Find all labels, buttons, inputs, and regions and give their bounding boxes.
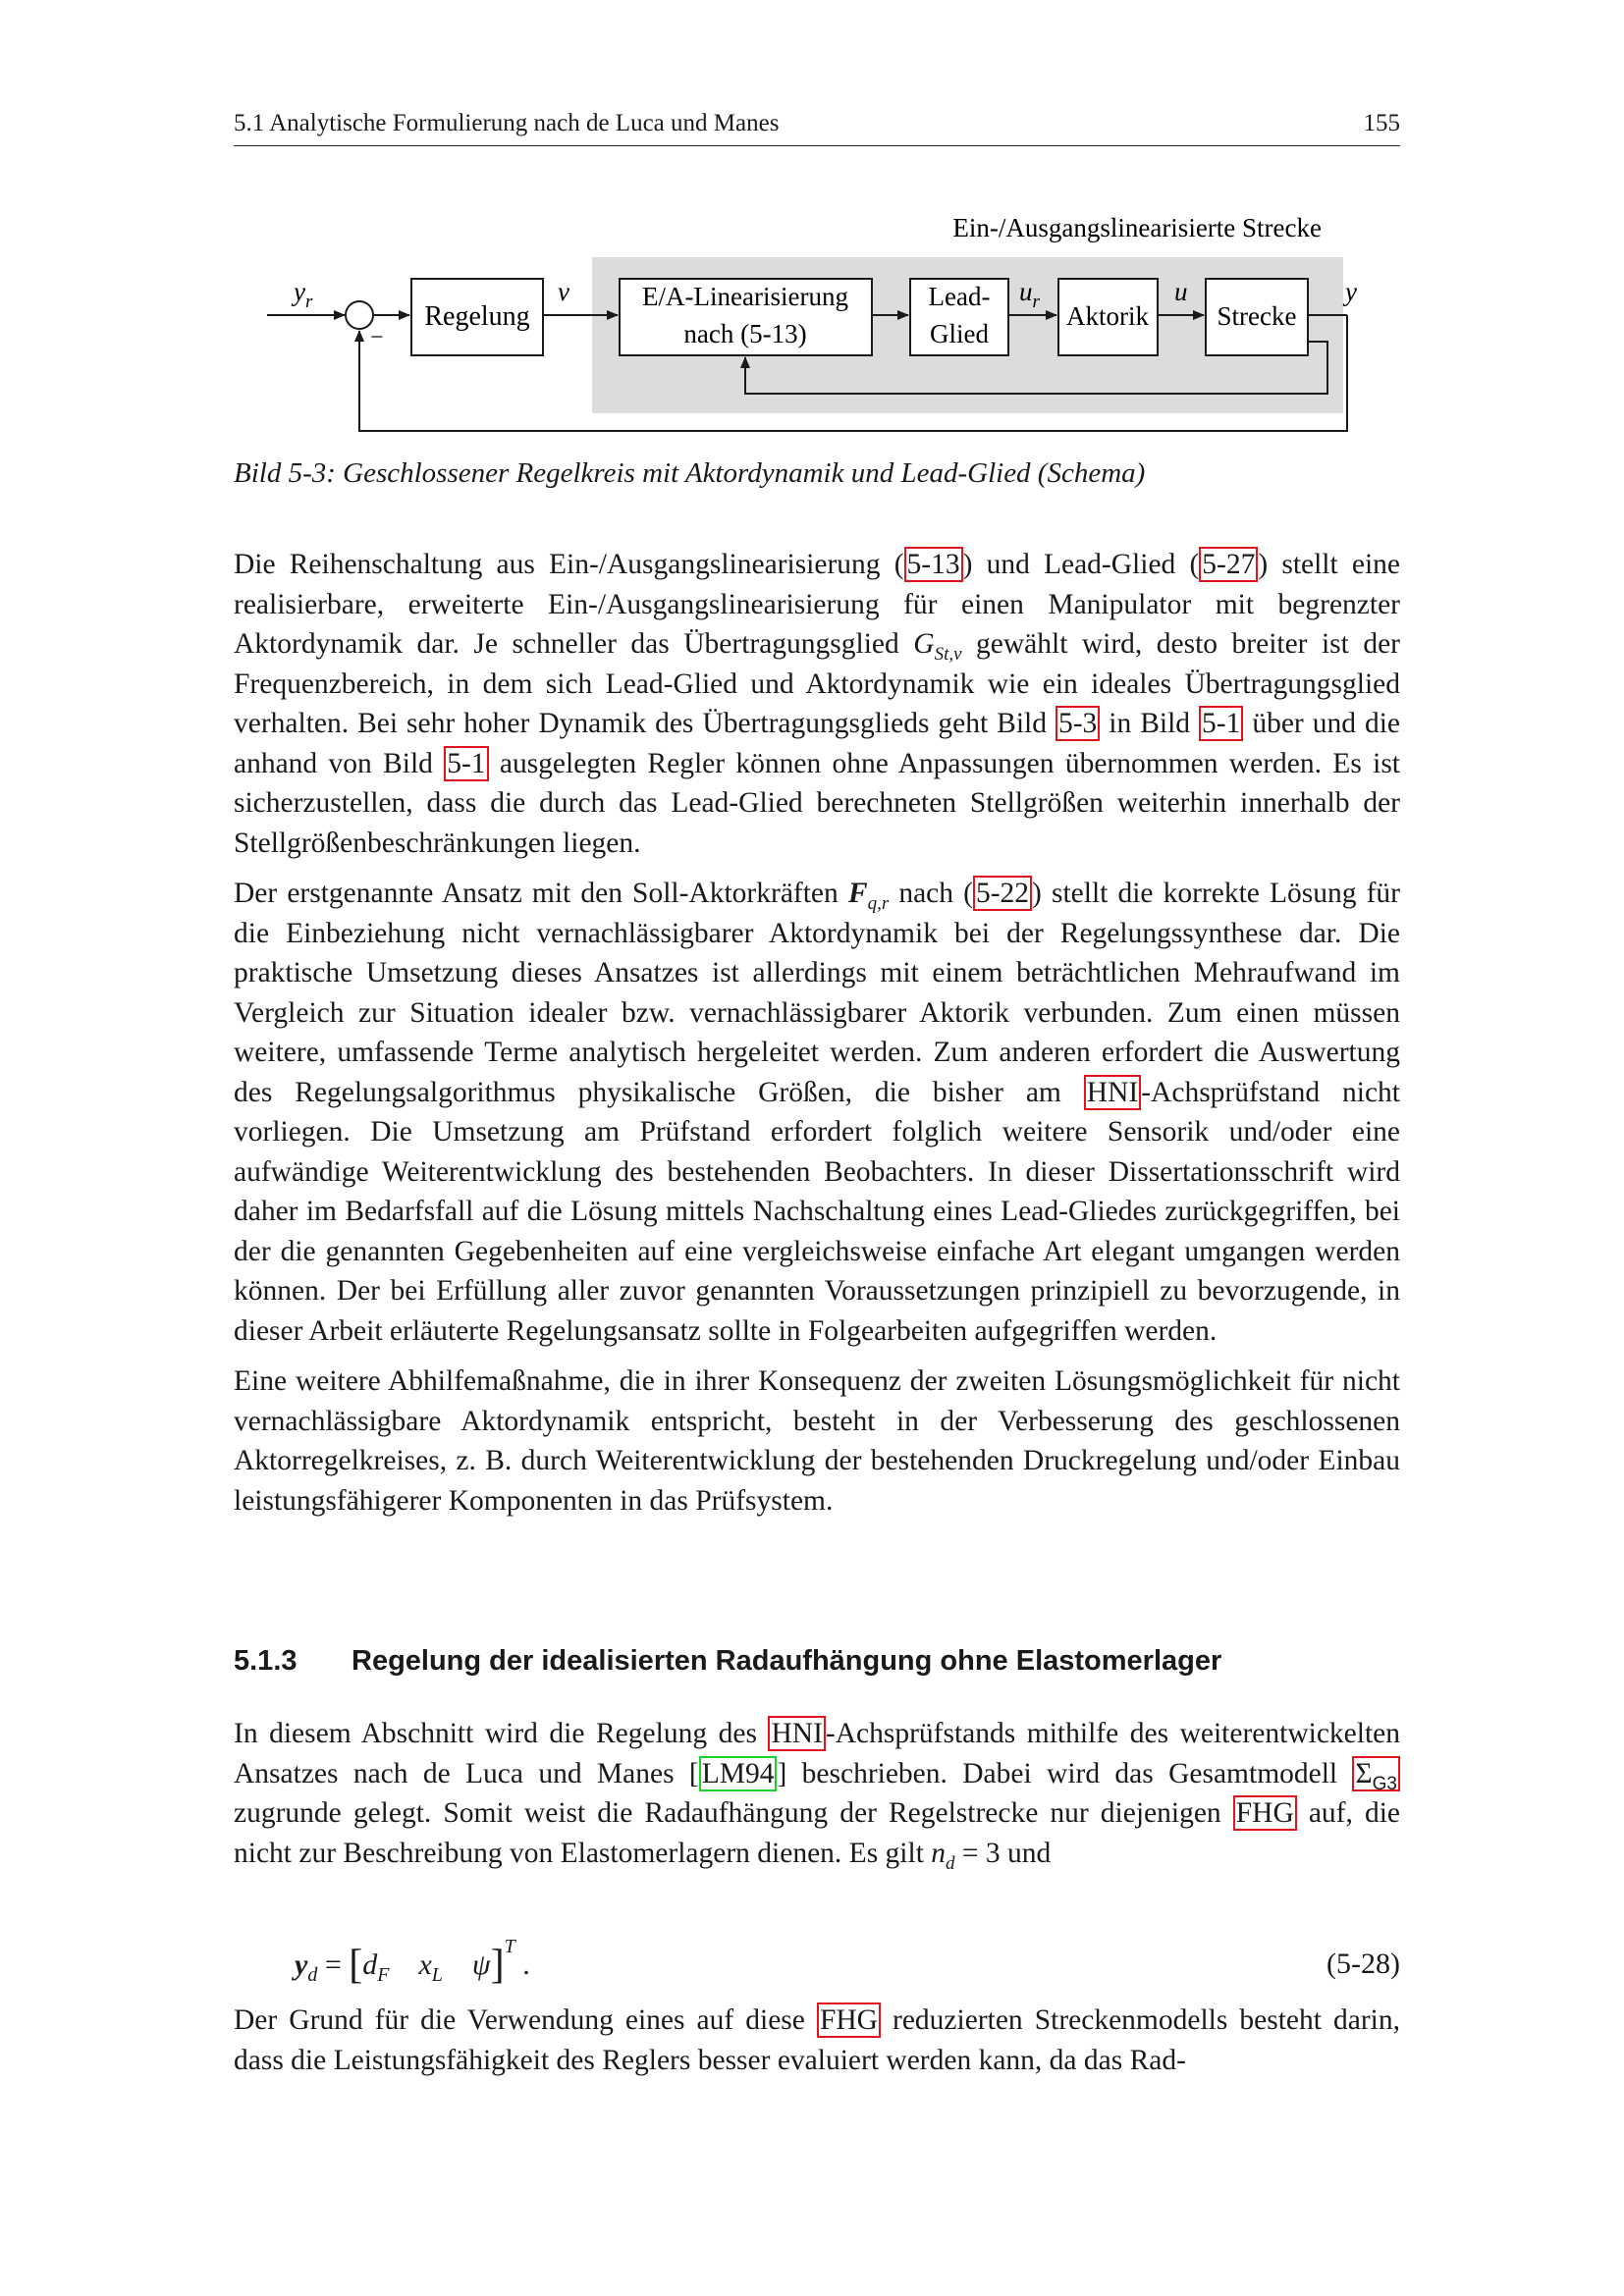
linearized-plant-label: Ein-/Ausgangslinearisierte Strecke (952, 213, 1322, 242)
ref-hni-2[interactable]: HNI (768, 1716, 825, 1751)
block-diagram (0, 0, 1624, 452)
caption-text: : Geschlossener Regelkreis mit Aktordynamik und Lead-Glied (Schema) (326, 457, 1146, 489)
cite-lm94[interactable]: LM94 (699, 1756, 778, 1791)
ref-sigma-g3[interactable]: $\Sigma_{G3}$ (1352, 1756, 1400, 1791)
summing-junction (346, 301, 373, 329)
ref-hni[interactable]: HNI (1084, 1075, 1141, 1110)
block-regelung-label: Regelung (424, 301, 530, 332)
signal-v: v (558, 277, 569, 306)
paragraph-2: Der erstgenannte Ansatz mit den Soll-Aktorkräften $F_{q,r}$ nach ( 5-22 ) stellt die korrekte Lösung für die Einbeziehung nicht vernachlässigbarer Aktordynamik bei der Regelungssynthese dar. Die praktische Umsetzung dieses Ansatzes ist allerdings mit einem beträchtlichen Mehraufwand im Vergleich zur Situation idealer bzw. vernachlässigbarer Aktorik verbunden. Zum einen müssen weitere, umfassende Terme analytisch hergeleitet werden. Zum anderen erfordert die Auswertung des Regelungsalgorithmus physikalische Größen, die bisher am HNI -Achsprüfstand nicht vorliegen. Die Umsetzung am Prüfstand erfordert folglich weitere Sensorik und/oder eine aufwändige Weiterentwicklung des bestehenden Beobachters. In dieser Dissertationsschrift wird daher im Bedarfsfall auf die Lösung mittels Nachschaltung eines Lead-Gliedes zurückgegriffen, bei der die genannten Gegebenheiten auf eine vergleichsweise einfache Art elegant umgangen werden können. Der bei Erfüllung aller zuvor genannten Voraussetzungen prinzipiell zu bevorzugende, in dieser Arbeit erläuterte Regelungsansatz sollte in Folgearbeiten aufgegriffen werden. (234, 878, 1400, 1347)
page-number: 155 (1363, 110, 1400, 136)
section-number: 5.1.3 (234, 1645, 298, 1677)
block-lead-line2: Glied (930, 319, 989, 348)
block-aktorik-label: Aktorik (1066, 301, 1149, 331)
signal-u: u (1174, 277, 1188, 306)
signal-ur: $u_r$ (1019, 277, 1040, 312)
header-section-title: 5.1 Analytische Formulierung nach de Luca und Manes (234, 110, 780, 136)
section-heading (234, 1645, 1221, 1678)
ref-fig-5-3[interactable]: 5-3 (1056, 706, 1100, 741)
ref-eq-5-22[interactable]: 5-22 (973, 876, 1032, 911)
ref-eq-5-27[interactable]: 5-27 (1199, 547, 1258, 582)
equation-number: (5-28) (1326, 1948, 1400, 1980)
block-linearisierung-line1: E/A-Linearisierung (642, 282, 848, 311)
ref-eq-5-13[interactable]: 5-13 (904, 547, 963, 582)
body-text-upper (234, 545, 1400, 1531)
signal-yr: $y_r$ (294, 277, 313, 312)
ref-fig-5-1-second[interactable]: 5-1 (444, 746, 488, 781)
paragraph-4: In diesem Abschnitt wird die Regelung des HNI -Achsprüfstands mithilfe des weiterentwickelten Ansatzes nach de Luca und Manes [ LM94 ] beschrieben. Dabei wird das Gesamtmodell $\Sigma_{G3}$ zugrunde gelegt. Somit weist die Radaufhängung der Regelstrecke nur diejenigen FHG auf, die nicht zur Beschreibung von Elastomerlagern dienen. Es gilt $n_d = 3$ und (234, 1718, 1400, 1874)
minus-sign: − (370, 325, 384, 350)
section-title: Regelung der idealisierten Radaufhängung ohne Elastomerlager (352, 1645, 1222, 1677)
signal-y: y (1345, 277, 1357, 306)
ref-fhg[interactable]: FHG (1233, 1795, 1297, 1831)
body-text-lower (234, 1714, 1400, 1884)
paragraph-1: Die Reihenschaltung aus Ein-/Ausgangslinearisierung ( 5-13 ) und Lead-Glied ( 5-27 ) stellt eine realisierbare, erweiterte Ein-/Ausgangslinearisierung für einen Manipulator mit begrenzter Aktordynamik dar. Je schneller das Übertragungsglied $G_{St,v}$ gewählt wird, desto breiter ist der Frequenzbereich, in dem sich Lead-Glied und Aktordynamik wie ein ideales Übertragungsglied verhalten. Bei sehr hoher Dynamik des Übertragungsglieds geht Bild 5-3 in Bild 5-1 über und die anhand von Bild 5-1 ausgelegten Regler können ohne Anpassungen übernommen werden. Es ist sicherzustellen, dass die durch das Lead-Glied berechneten Stellgrößen weiterhin innerhalb der Stellgrößenbeschränkungen liegen. (234, 549, 1401, 859)
block-lead-line1: Lead- (928, 282, 991, 311)
paragraph-3: Eine weitere Abhilfemaßnahme, die in ihrer Konsequenz der zweiten Lösungsmöglichkeit für nicht vernachlässigbare Aktordynamik entspricht, besteht in der Verbesserung des geschlossenen Aktorregelkreises, z. B. durch Weiterentwicklung der bestehenden Druckregelung und/oder Einbau leistungsfähigerer Komponenten in das Prüfsystem. (234, 1365, 1400, 1517)
paragraph-5: Der Grund für die Verwendung eines auf diese FHG reduzierten Streckenmodells besteht darin, dass die Leistungsfähigkeit des Reglers besser evaluiert werden kann, da das Rad- (234, 2004, 1400, 2076)
figure-caption (234, 457, 1145, 490)
block-linearisierung-line2: nach (5-13) (683, 319, 807, 348)
equation-5-28: $y_d = [d_F$ $x_L$ ψ]$^T$ . (5-28) (295, 1936, 1400, 1988)
ref-fig-5-1[interactable]: 5-1 (1199, 706, 1243, 741)
caption-label: Bild 5-3 (234, 457, 327, 489)
body-text-bottom (234, 2001, 1400, 2091)
ref-fhg-2[interactable]: FHG (817, 2002, 881, 2038)
block-strecke-label: Strecke (1217, 301, 1297, 331)
